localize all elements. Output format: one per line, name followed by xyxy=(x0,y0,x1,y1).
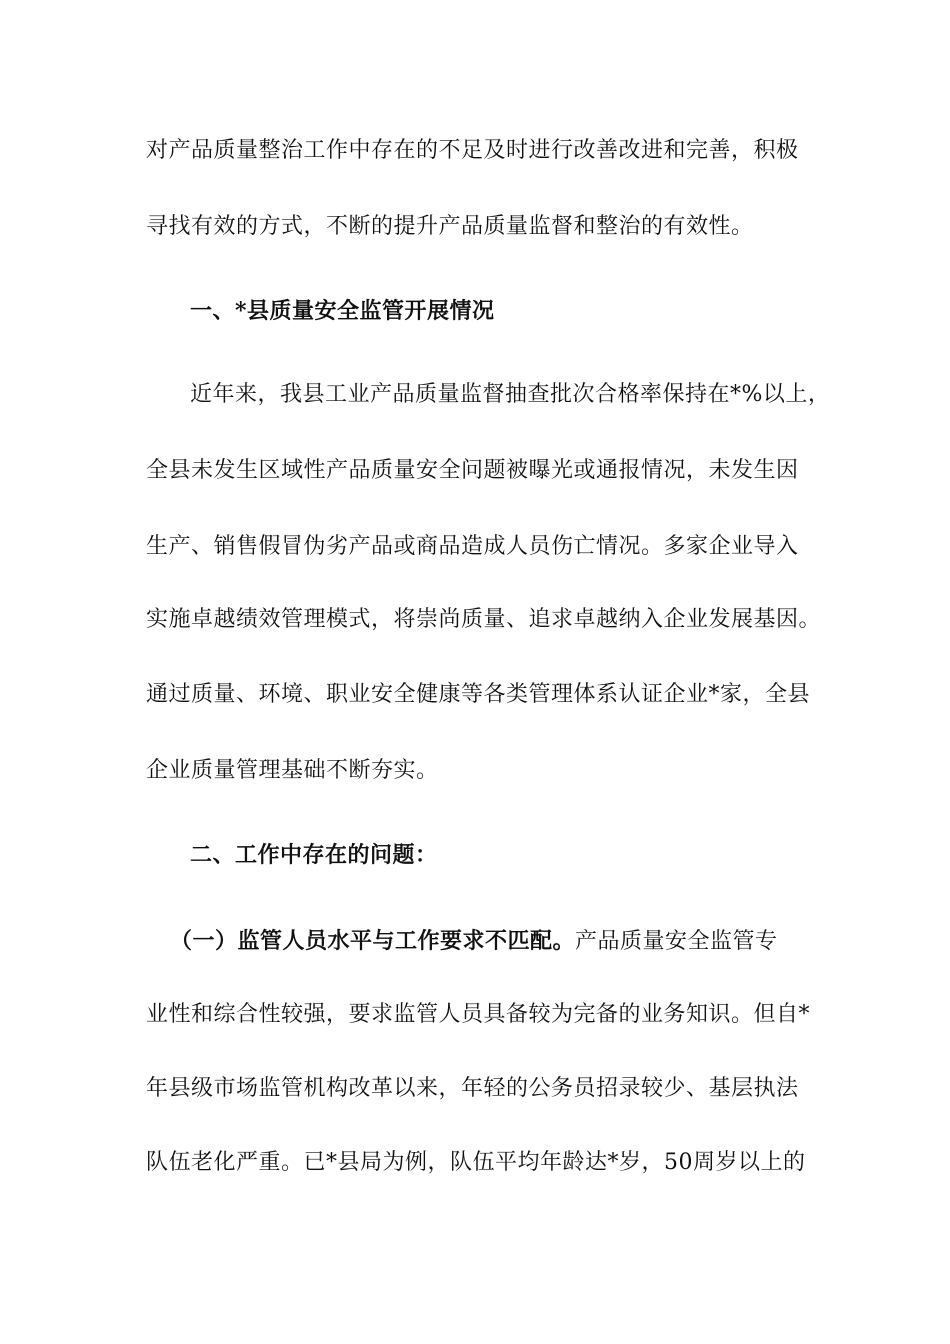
section1-heading: 一、*县质量安全监管开展情况 xyxy=(190,298,495,324)
section1-line-3: 生产、销售假冒伪劣产品或商品造成人员伤亡情况。多家企业导入 xyxy=(146,534,799,559)
section1-line-5: 通过质量、环境、职业安全健康等各类管理体系认证企业*家，全县 xyxy=(146,682,811,707)
intro-line-2: 寻找有效的方式，不断的提升产品质量监督和整治的有效性。 xyxy=(146,214,754,239)
section1-line-4: 实施卓越绩效管理模式，将崇尚质量、追求卓越纳入企业发展基因。 xyxy=(146,607,822,632)
section2-item1-line-4: 队伍老化严重。已*县局为例，队伍平均年龄达*岁，50周岁以上的 xyxy=(146,1150,806,1175)
section2-item1-line-3: 年县级市场监管机构改革以来，年轻的公务员招录较少、基层执法 xyxy=(146,1076,799,1101)
section1-line-6: 企业质量管理基础不断夯实。 xyxy=(146,758,439,783)
section1-line-2: 全县未发生区域性产品质量安全问题被曝光或通报情况，未发生因 xyxy=(146,458,799,483)
section1-line-1: 近年来，我县工业产品质量监督抽查批次合格率保持在*%以上， xyxy=(190,382,831,407)
section2-item1-first-line xyxy=(170,926,816,957)
item1-bold-title: （一）监管人员水平与工作要求不匹配。 xyxy=(170,928,576,954)
section2-heading: 二、工作中存在的问题： xyxy=(190,842,438,868)
section2-item1-line-2: 业性和综合性较强，要求监管人员具备较为完备的业务知识。但自* xyxy=(146,1002,811,1027)
item1-rest-text: 产品质量安全监管专 xyxy=(575,929,778,954)
intro-line-1: 对产品质量整治工作中存在的不足及时进行改善改进和完善，积极 xyxy=(146,138,799,163)
